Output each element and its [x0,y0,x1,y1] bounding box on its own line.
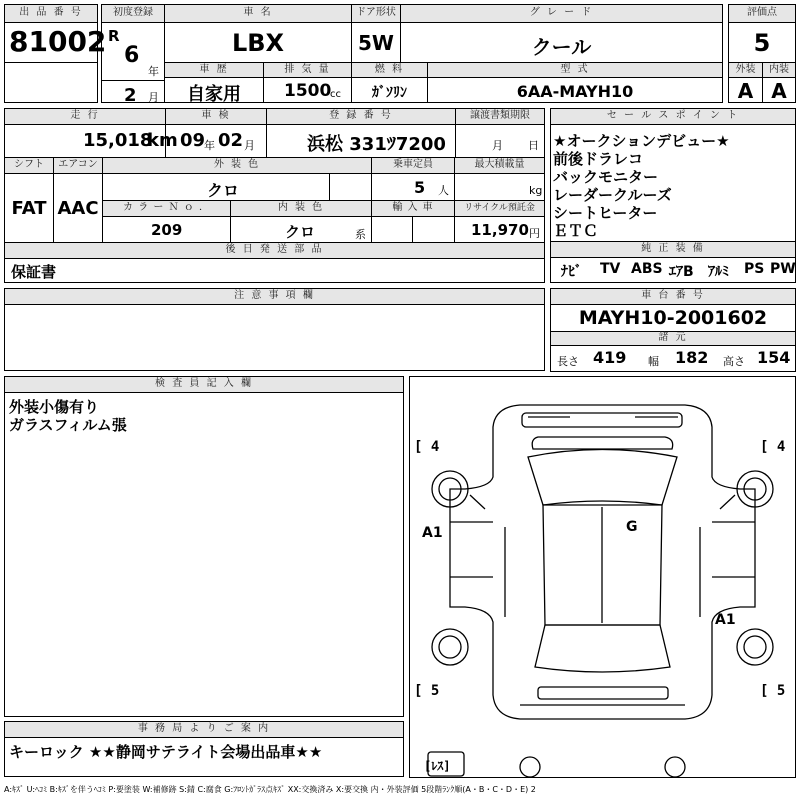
shift-cell [4,157,54,243]
inspection-year: 09 [180,130,206,151]
sales-point: シートヒーター [553,204,658,222]
registration-number: 浜松 331ﾂ7200 [307,134,446,155]
capacity-label: 乗車定員 [372,158,454,174]
chassis-number-cell [550,288,796,372]
sales-point: ＥＴＣ [553,222,599,240]
lot-number-cell [4,4,107,63]
inspector-note: 外装小傷有り [9,398,100,416]
exterior-grade: A [737,79,754,103]
max-load-label: 最大積載量 [455,158,544,174]
inspection-label: 車 検 [166,109,266,125]
interior-color: クロ [285,223,316,241]
equipment-label: 純 正 装 備 [551,242,795,258]
exterior-grade-cell [728,62,763,103]
max-load-unit: kg [529,184,543,197]
lot-number: 81002 [9,25,107,58]
displacement-unit: cc [330,89,341,100]
damage-mark-windshield: G [626,519,638,535]
inspector-note: ガラスフィルム張 [9,416,127,434]
equipment-item: TV [600,261,621,277]
chassis-number-label: 車 台 番 号 [551,289,795,305]
equipment-item: ｴｱB [669,264,694,280]
mileage: 15,018 [83,130,153,151]
spare-tire: [ﾚｽ] [424,759,451,773]
office-info: キーロック ★★静岡サテライト会場出品車★★ [9,743,323,761]
recycle-label: リサイクル預託金 [455,201,544,217]
office-info-cell [4,721,404,777]
era-letter: R [108,27,120,45]
damage-mark-left: A1 [422,525,443,541]
inspection-cell [165,108,267,158]
interior-color-unit: 系 [355,228,366,241]
history: 自家用 [187,84,241,105]
damage-mark-right: A1 [715,612,736,628]
displacement-label: 排 気 量 [264,63,351,78]
color-number: 209 [151,221,183,239]
sales-points-label: セ ー ル ス ポ イ ン ト [551,109,795,125]
year-unit: 年 [148,65,159,78]
dimensions-label: 諸 元 [551,332,795,346]
tire-rear-right: [ 5 [760,683,786,699]
sales-point: バックモニター [553,168,659,186]
length: 419 [593,348,627,367]
shift: FAT [11,198,47,219]
mileage-label: 走 行 [5,109,165,125]
later-parts-label: 後 日 発 送 部 品 [5,243,544,259]
interior-color-cell [230,200,372,243]
grade-cell [400,4,723,63]
transfer-deadline-cell [455,108,545,158]
model-code: 6AA-MAYH10 [516,82,634,101]
equipment-item: ｱﾙﾐ [708,264,729,280]
recycle-cell [454,200,545,243]
interior-color-label: 内 装 色 [231,201,371,217]
history-label: 車 歴 [165,63,263,78]
notes-cell [4,288,545,371]
height-label: 高さ [723,355,745,368]
color-number-label: カ ラ ー Ｎ ｏ ． [103,201,230,217]
history-cell [164,62,264,103]
interior-grade: A [771,79,787,103]
mileage-cell [4,108,178,158]
registration-cell [266,108,456,158]
equipment-item: ﾅﾋﾞ [561,264,582,280]
lot-number-blank [4,62,98,103]
width-label: 幅 [648,355,659,368]
inspector-notes-label: 検 査 員 記 入 欄 [5,377,403,393]
car-diagram [409,376,796,778]
transfer-deadline-label: 譲渡書類期限 [456,109,544,125]
first-registration-label: 初度登録 [102,5,164,23]
exterior-grade-label: 外装 [729,63,762,78]
shift-label: シフト [5,158,53,174]
height: 154 [757,348,791,367]
tire-front-left: [ 4 [414,439,440,455]
inspection-year-unit: 年 [204,139,215,152]
import-cell [371,200,455,243]
sales-points-cell [550,108,796,242]
sales-point: 前後ドラレコ [553,150,644,168]
car-name: LBX [231,29,285,57]
capacity-unit: 人 [438,184,449,197]
score: 5 [753,29,771,57]
door-cell [351,4,401,63]
color-number-cell [102,200,231,243]
model-code-cell [427,62,723,103]
capacity: 5 [414,178,426,197]
equipment-item: PS [744,261,765,277]
aircon-cell [53,157,103,243]
interior-grade-cell [762,62,796,103]
score-cell [728,4,796,63]
exterior-color-cell [102,157,372,201]
recycle-unit: 円 [529,227,540,240]
transfer-month-unit: 月 [492,139,503,152]
car-outline [410,377,795,777]
notes-label: 注 意 事 項 欄 [5,289,544,305]
sales-point: レーダークルーズ [553,186,672,204]
aircon: AAC [57,198,99,219]
registration-month: 2 [124,85,137,106]
inspector-notes-cell [4,376,404,717]
displacement: 1500 [284,81,332,101]
grade-label: グ レ ー ド [401,5,722,23]
exterior-color-label: 外 装 色 [103,158,371,174]
equipment-cell [550,241,796,283]
car-name-label: 車 名 [165,5,351,23]
car-name-cell [164,4,352,63]
width: 182 [675,348,709,367]
door-type: 5W [358,31,394,55]
import-label: 輸 入 車 [372,201,454,217]
fuel-cell [351,62,428,103]
max-load-cell [454,157,545,201]
sales-point: ★オークションデビュー★ [553,132,730,150]
transfer-day-unit: 日 [528,139,539,152]
month-unit: 月 [148,91,159,104]
tire-front-right: [ 4 [760,439,786,455]
equipment-item: ABS [631,261,663,277]
equipment-item: PW [770,261,796,277]
tire-rear-left: [ 5 [414,683,440,699]
fuel: ｶﾞｿﾘﾝ [372,85,407,101]
inspection-month-unit: 月 [244,139,255,152]
office-info-label: 事 務 局 よ り ご 案 内 [5,722,403,738]
inspection-month: 02 [218,130,244,151]
first-registration-cell [101,4,165,106]
interior-grade-label: 内装 [763,63,795,78]
registration-year: 6 [124,43,140,68]
grade: クール [531,35,592,59]
door-label: ドア形状 [352,5,400,23]
later-parts: 保証書 [11,263,57,281]
recycle-deposit: 11,970 [471,221,529,239]
exterior-color: クロ [207,181,240,200]
aircon-label: エアコン [54,158,102,174]
model-code-label: 型 式 [428,63,722,78]
damage-legend: A:ｷｽﾞ U:ﾍｺﾐ B:ｷｽﾞを伴うﾍｺﾐ P:要塗装 W:補修跡 S:錆 C:腐食 G:ﾌﾛﾝﾄｶﾞﾗｽ点ｷｽﾞ XX:交換済み X:要交換 内・外装評価 5段階ﾗﾝｸ順(A・B・C・D・E) 2 [4,785,536,794]
displacement-cell [263,62,352,103]
fuel-label: 燃 料 [352,63,427,78]
capacity-cell [371,157,455,201]
later-parts-cell [4,242,545,283]
length-label: 長さ [557,355,579,368]
lot-number-label: 出 品 番 号 [5,5,97,23]
chassis-number: MAYH10-2001602 [578,307,768,329]
score-label: 評価点 [729,5,795,23]
mileage-unit: km [147,130,178,151]
registration-label: 登 録 番 号 [267,109,455,125]
